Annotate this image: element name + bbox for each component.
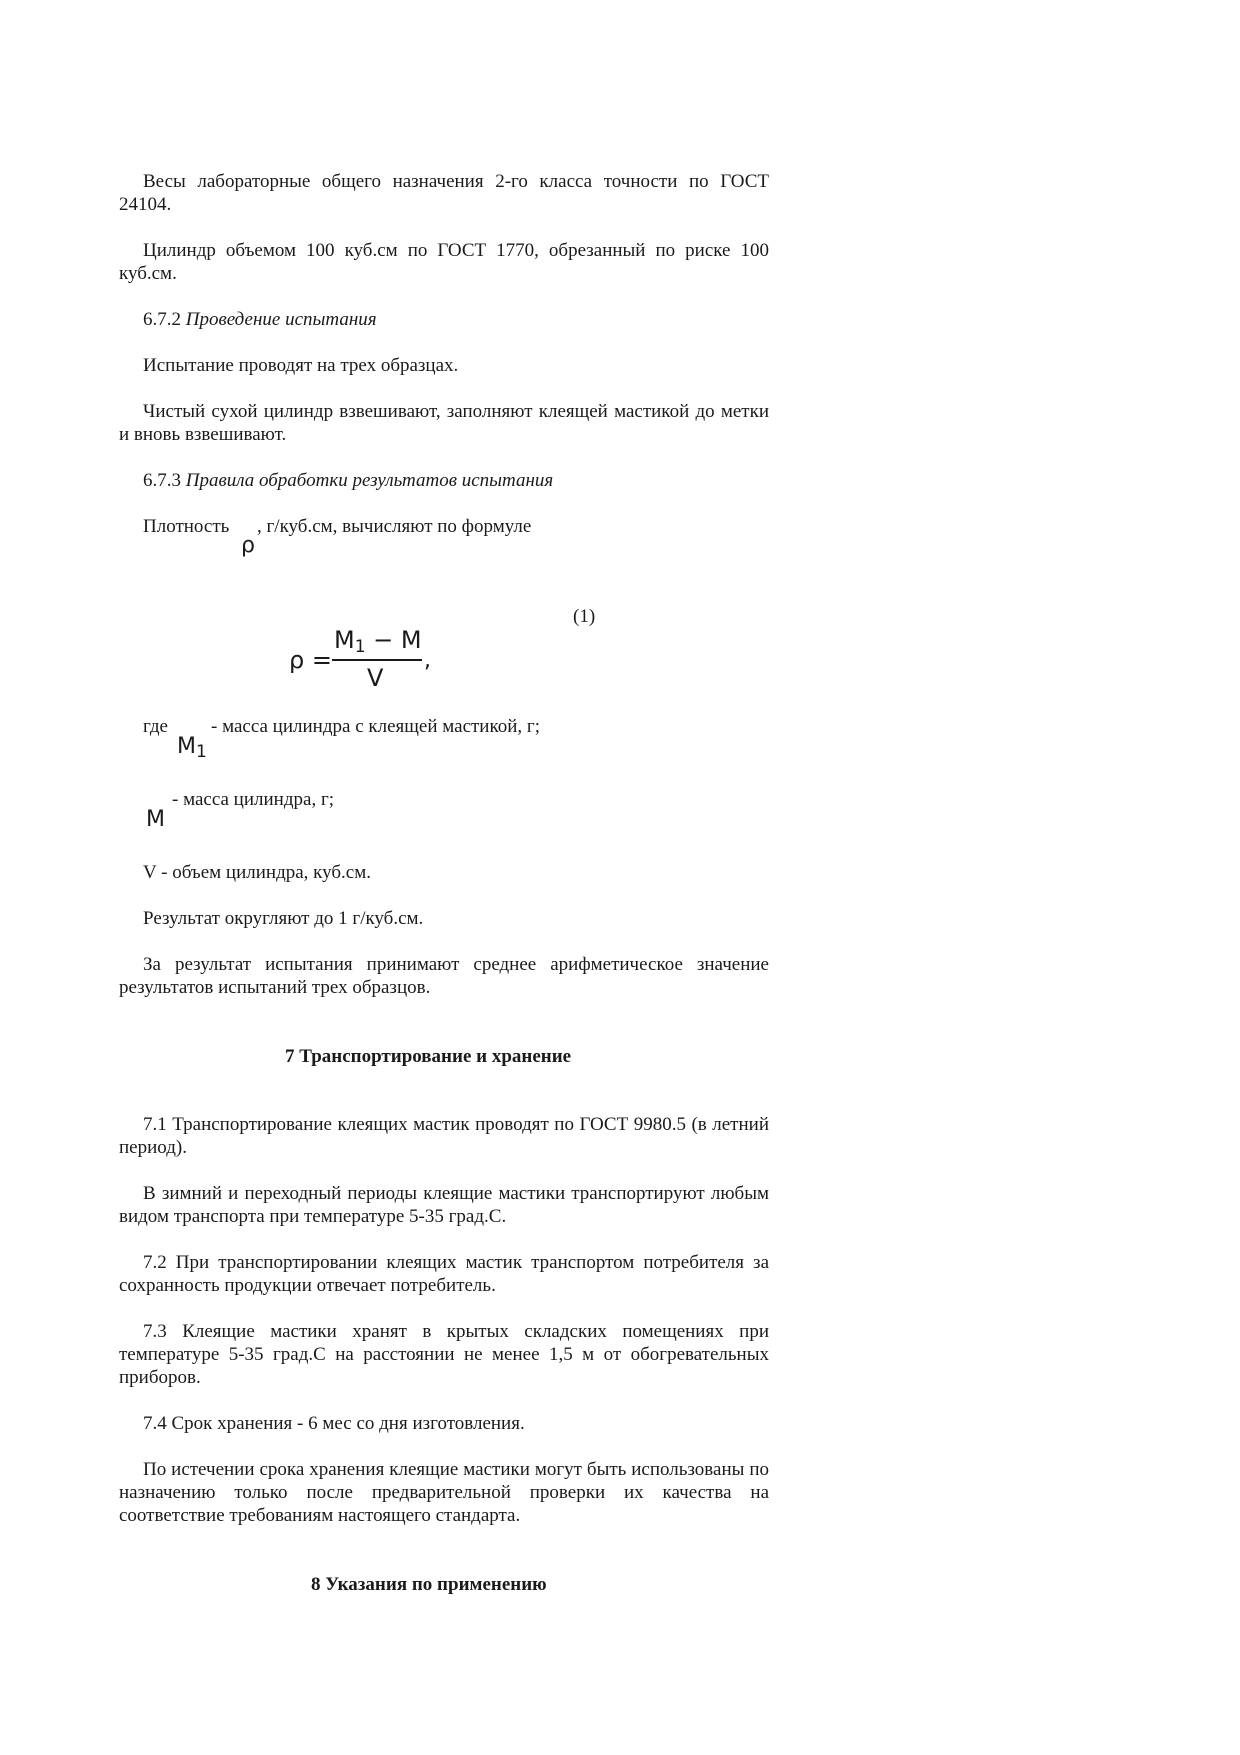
section-6-7-2-heading xyxy=(119,308,769,331)
section-title: Проведение испытания xyxy=(185,309,377,330)
section-6-7-3-heading xyxy=(119,469,769,492)
paragraph-7-2: 7.2 При транспортировании клеящих мастик транспортом потребителя за сохранность продукции отвечает потребитель. xyxy=(119,1252,769,1296)
formula-lhs: ρ = xyxy=(289,646,332,674)
formula-comma: , xyxy=(424,648,431,673)
density-unit-text: , г/куб.см, вычисляют по формуле xyxy=(257,516,532,537)
paragraph-three-samples: Испытание проводят на трех образцах. xyxy=(143,355,459,376)
minus-m-term: − M xyxy=(365,626,422,654)
section-number: 6.7.2 xyxy=(143,309,186,330)
section-8-heading: 8 Указания по применению xyxy=(311,1574,547,1595)
section-number: 6.7.3 xyxy=(143,470,186,491)
density-label: Плотность xyxy=(143,516,230,537)
m-letter: M xyxy=(177,734,196,759)
document-page xyxy=(119,0,769,1755)
section-title: Правила обработки результатов испытания xyxy=(185,470,554,491)
paragraph-mean: За результат испытания принимают среднее арифметическое значение результатов испытаний трех образцов. xyxy=(119,954,769,998)
formula-denominator: V xyxy=(367,664,384,692)
paragraph-winter: В зимний и переходный периоды клеящие мастики транспортируют любым видом транспорта при температуре 5-35 град.С. xyxy=(119,1183,769,1227)
paragraph-cylinder xyxy=(119,239,769,285)
m1-legend-symbol xyxy=(177,734,207,762)
m-legend-symbol: M xyxy=(146,807,165,832)
paragraph-7-3: 7.3 Клеящие мастики хранят в крытых складских помещениях при температуре 5-35 град.С на расстоянии не менее 1,5 м от обогревательных приборов. xyxy=(119,1321,769,1388)
paragraph-expiry: По истечении срока хранения клеящие мастики могут быть использованы по назначению только после предварительной проверки их качества на соответствие требованиям настоящего стандарта. xyxy=(119,1459,769,1526)
section-7-heading: 7 Транспортирование и хранение xyxy=(285,1046,572,1067)
fraction-bar xyxy=(332,659,422,661)
m1-subscript: 1 xyxy=(354,637,366,657)
where-label: где xyxy=(143,716,168,737)
paragraph-scales: Весы лабораторные общего назначения 2-го класса точности по ГОСТ 24104. xyxy=(119,171,769,215)
paragraph-cylinder-text: Цилиндр объемом 100 куб.см по ГОСТ 1770, обрезанный по риске 100 куб.см. xyxy=(119,240,769,284)
m1-symbol: M xyxy=(334,626,355,654)
paragraph-7-1: 7.1 Транспортирование клеящих мастик проводят по ГОСТ 9980.5 (в летний период). xyxy=(119,1114,769,1158)
m1-legend-subscript: 1 xyxy=(195,742,207,762)
formula-number: (1) xyxy=(573,606,596,627)
rho-inline-symbol: ρ xyxy=(241,533,255,558)
m1-description: - масса цилиндра с клеящей мастикой, г; xyxy=(211,716,540,737)
formula-numerator xyxy=(334,626,422,657)
paragraph-7-4: 7.4 Срок хранения - 6 мес со дня изготовления. xyxy=(143,1413,525,1434)
paragraph-round: Результат округляют до 1 г/куб.см. xyxy=(143,908,424,929)
v-description: V - объем цилиндра, куб.см. xyxy=(143,862,372,883)
m-description: - масса цилиндра, г; xyxy=(172,789,335,810)
paragraph-weigh: Чистый сухой цилиндр взвешивают, заполняют клеящей мастикой до метки и вновь взвешивают. xyxy=(119,401,769,445)
